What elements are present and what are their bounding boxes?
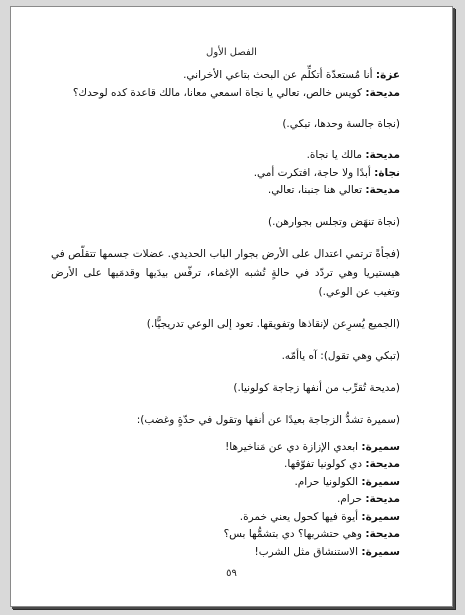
speaker-name: نجاة: [374, 166, 400, 179]
dialogue-text: الاستنشاق مثل الشرب! [254, 545, 362, 558]
dialogue-line [51, 544, 400, 562]
dialogue-line [51, 474, 400, 492]
speaker-name: سميرة: [361, 475, 400, 488]
speaker-name: مديحة: [365, 184, 400, 196]
speaker-name: سميرة: [361, 545, 400, 558]
stage-direction: (مديحة تُقرِّب من أنفها زجاجة كولونيا.) [233, 381, 400, 394]
dialogue-text: حرام. [336, 493, 366, 505]
speaker-name: مديحة: [365, 149, 400, 161]
stage-direction: (تبكي وهي تقول): آه ياأمّه. [281, 349, 400, 362]
stage-direction: (نجاة تنهَض وتجلس بجوارهن.) [267, 215, 400, 228]
dialogue-text: مالك يا نجاة. [306, 149, 366, 161]
speaker-name: عزة: [375, 69, 400, 81]
stage-direction: (فجأةً ترتمي اعتدال على الأرض بجوار الباب الحديدي. عضلات جسمها تتقلّص في هيستيريا وهي تردّد في حالةٍ تُشبه الإغماء، ترفّس بيدَيها وقدمَيها على الأرض وتغيب عن الوعي.) [51, 247, 400, 298]
dialogue-line [51, 456, 400, 474]
dialogue-line [51, 182, 400, 200]
dialogue-line [51, 85, 400, 103]
speaker-name: سميرة: [361, 510, 400, 523]
stage-direction: (نجاة جالسة وحدها، تبكي.) [282, 118, 400, 130]
dialogue-text: وهي حتشربها؟ دي بتشمُّها بس؟ [223, 528, 366, 540]
dialogue-text: الكولونيا حرام. [294, 475, 362, 488]
speaker-name: مديحة: [365, 528, 400, 540]
dialogue-line [51, 526, 400, 544]
speaker-name: مديحة: [365, 458, 400, 470]
book-page [10, 6, 453, 607]
dialogue-line [51, 439, 400, 457]
dialogue-text: أنا مُستعدّة أتكلِّم عن البحث بتاعي الأخراني. [183, 69, 376, 81]
stage-direction: (سميرة تشدُّ الزجاجة بعيدًا عن أنفها وتقول في حدّةٍ وغضب): [136, 413, 400, 426]
dialogue-text: أيوة فيها كحول يعني خمرة. [239, 510, 362, 523]
page-number: ٥٩ [226, 568, 237, 579]
dialogue-text: كويس خالص، تعالي يا نجاة اسمعي معانا، مالك قاعدة كده لوحدك؟ [72, 86, 366, 99]
dialogue-line [51, 165, 400, 183]
dialogue-text: دي كولونيا تفوّقها. [284, 458, 366, 470]
dialogue-text: أبدًا ولا حاجة، افتكرت أمي. [253, 166, 375, 179]
chapter-header: الفصل الأول [206, 47, 257, 58]
dialogue-line [51, 147, 400, 165]
speaker-name: مديحة: [365, 493, 400, 505]
page-content [51, 67, 400, 561]
dialogue-line [51, 491, 400, 509]
dialogue-line [51, 67, 400, 85]
stage-direction: (الجميع يُسرِعن لإنقاذها وتفويقها. تعود إلى الوعي تدريجيًّا.) [146, 317, 400, 330]
speaker-name: مديحة: [365, 86, 400, 99]
dialogue-text: تعالي هنا جنبنا، تعالي. [267, 184, 366, 196]
dialogue-line [51, 509, 400, 527]
speaker-name: سميرة: [361, 440, 400, 453]
dialogue-text: ابعدي الإزازة دي عن مَناخيرها! [225, 440, 362, 453]
